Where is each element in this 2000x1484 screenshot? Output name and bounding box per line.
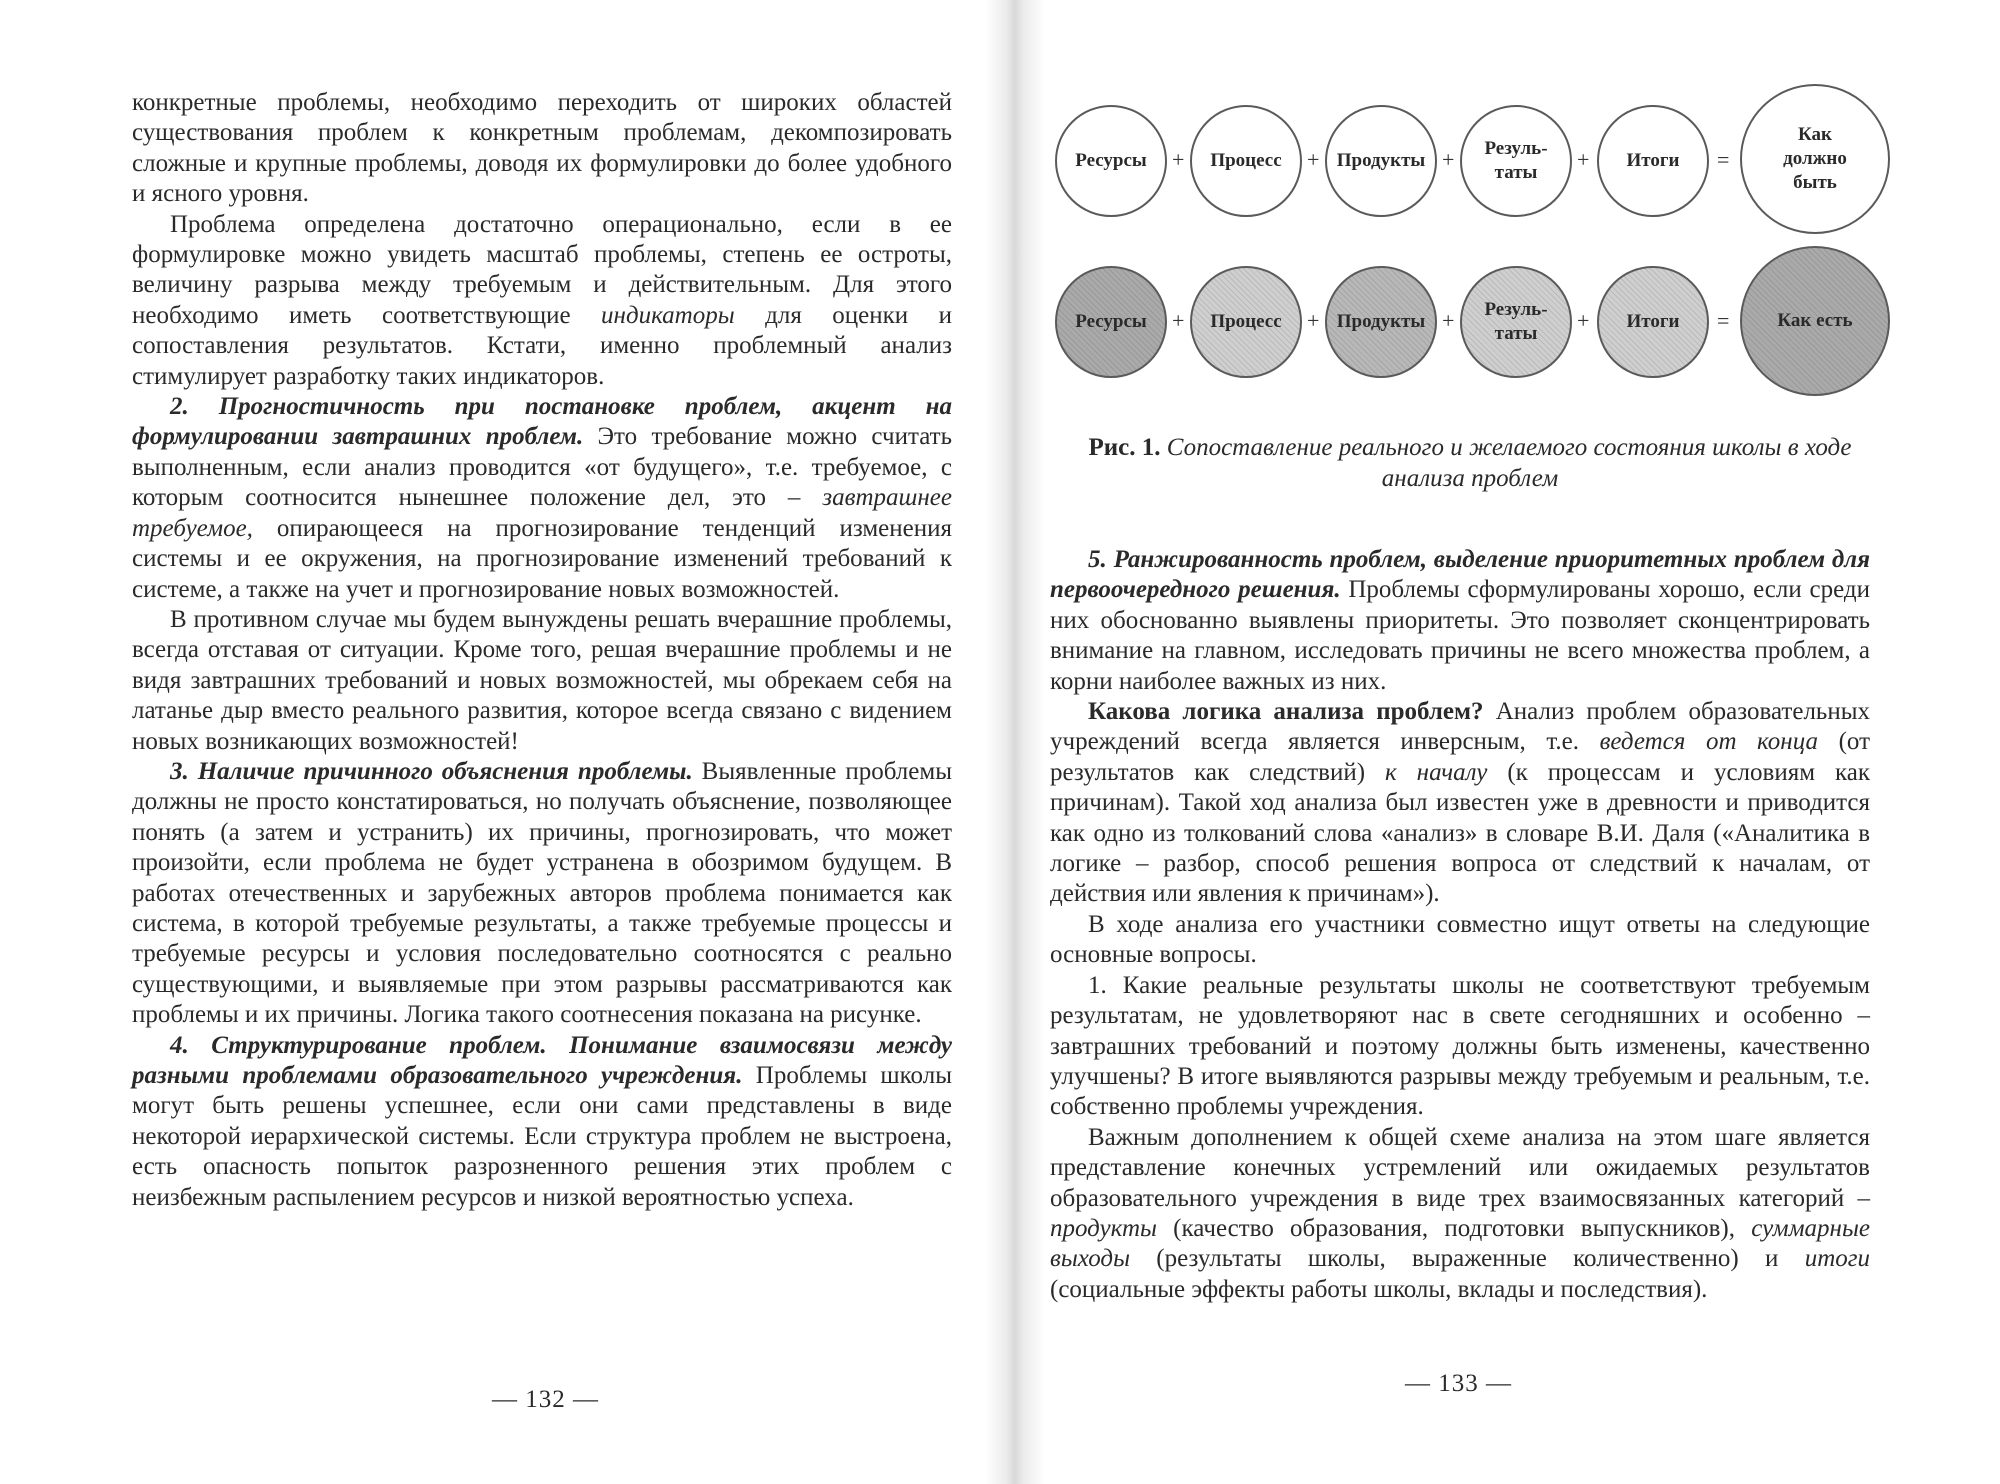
italic-term: итоги (1804, 1245, 1870, 1273)
circle-products-target (1325, 105, 1437, 217)
section-heading: 2. Прогностичность при постановке проблем, акцент на формулировании завтрашних проблем. (132, 393, 952, 451)
circle-label: Процесс (1210, 150, 1282, 171)
page-number: — 133 — (1405, 1370, 1512, 1397)
italic-term: ведется от конца (1599, 728, 1819, 756)
circle-label: Ресурсы (1075, 311, 1147, 332)
circle-label: Резуль- таты (1484, 299, 1548, 344)
paragraph-text: (к процессам и условиям как причинам). Такой ход анализа был известен уже в древности и приводится как одно из толкований слова «анализ» в словаре В.И. Даля («Аналитика в логике – разбор, способ решения вопроса от следствий к началам, от действия или явления к причинам»). (1050, 758, 1870, 908)
plus-operator: + (1172, 308, 1185, 333)
circle-label: Как есть (1777, 310, 1853, 331)
section-heading: Какова логика анализа проблем? (1088, 698, 1484, 726)
circle-as-is (1740, 246, 1890, 396)
paragraph (1050, 697, 1870, 910)
figure-caption (1055, 432, 1885, 494)
circle-results-actual (1460, 266, 1572, 378)
circle-label: Как должно быть (1783, 124, 1847, 193)
circle-outcomes-actual (1597, 266, 1709, 378)
circle-label: Резуль- таты (1484, 138, 1548, 183)
section-heading: 4. Структурирование проблем. Понимание взаимосвязи между разными проблемами образовательного учреждения. (132, 1031, 952, 1089)
paragraph-text: опирающееся на прогнозирование тенденций изменения системы и ее окружения, на прогнозирование изменений требований к системе, а также на учет и прогнозирование новых возможностей. (132, 514, 952, 603)
paragraph (1050, 971, 1870, 1123)
circle-label: Итоги (1626, 150, 1680, 171)
figure-diagram (1055, 80, 1885, 380)
italic-term: к началу (1385, 758, 1488, 786)
italic-term: индикаторы (601, 301, 735, 329)
paragraph (1050, 545, 1870, 697)
paragraph (132, 88, 952, 210)
plus-operator: + (1442, 308, 1455, 333)
plus-operator: + (1442, 147, 1455, 172)
paragraph-text: 1. Какие реальные результаты школы не соответствуют требуемым результатам, не удовлетворяют нас в свете сегодняшних и особенно – завтрашних требований и поэтому должны быть изменены, качественно улучшены? В итоге выявляются разрывы между требуемым и реальным, т.е. собственно проблемы учреждения. (1050, 971, 1870, 1121)
equals-operator: = (1717, 147, 1730, 172)
circle-label: Процесс (1210, 311, 1282, 332)
paragraph-text: конкретные проблемы, необходимо переходить от широких областей существования проблем к конкретным проблемам, декомпозировать сложные и крупные проблемы, доводя их формулировки до более удобного и ясного уровня. (132, 89, 952, 208)
section-heading: 5. Ранжированность проблем, выделение приоритетных проблем для первоочередного решения. (1050, 546, 1870, 604)
paragraph (132, 392, 952, 605)
circle-resources-target (1055, 105, 1167, 217)
paragraph-text: Выявленные проблемы должны не просто констатироваться, но получать объяснение, позволяющее понять (а затем и устранить) их причины, прогнозировать, что может произойти, если проблема не будет устранена в обозримом будущем. В работах отечественных и зарубежных авторов проблема понимается как система, в которой требуемые результаты, а также требуемые процессы и требуемые ресурсы и условия последовательно соотносятся с реально существующими, и выявляемые при этом разрывы рассматриваются как проблемы и их причины. Логика такого соотнесения показана на рисунке. (132, 757, 952, 1029)
italic-term: суммарные выходы (1050, 1214, 1870, 1273)
left-page-text (132, 88, 952, 1213)
paragraph-text: В противном случае мы будем вынуждены решать вчерашние проблемы, всегда отставая от ситуации. Кроме того, решая вчерашние проблемы и не видя завтрашних требований и новых возможностей, мы обрекаем себя на латанье дыр вместо реального развития, которое всегда связано с видением новых возникающих возможностей! (132, 605, 952, 755)
paragraph (132, 210, 952, 392)
plus-operator: + (1172, 147, 1185, 172)
right-page-text (1050, 545, 1870, 1305)
plus-operator: + (1577, 147, 1590, 172)
paragraph (132, 605, 952, 757)
circle-process-actual (1190, 266, 1302, 378)
paragraph (1050, 1123, 1870, 1305)
section-heading: 3. Наличие причинного объяснения проблемы. (170, 757, 693, 785)
left-page (0, 0, 990, 1484)
plus-operator: + (1307, 147, 1320, 172)
circle-label: Продукты (1336, 150, 1426, 171)
paragraph-text: В ходе анализа его участники совместно ищут ответы на следующие основные вопросы. (1050, 910, 1870, 969)
circle-results-target (1460, 105, 1572, 217)
equals-operator: = (1717, 308, 1730, 333)
circle-outcomes-target (1597, 105, 1709, 217)
circle-should-be (1740, 84, 1890, 234)
plus-operator: + (1577, 308, 1590, 333)
paragraph-text: Важным дополнением к общей схеме анализа на этом шаге является представление конечных устремлений или ожидаемых результатов образовательного учреждения в виде трех взаимосвязанных категорий – (1050, 1123, 1870, 1212)
paragraph-text: Анализ проблем образовательных учреждений всегда является инверсным, т.е. (1050, 698, 1871, 756)
paragraph-text: Это требование можно считать выполненным, если анализ проводится «от будущего», т.е. требуемое, с которым соотносится нынешнее положение дел, это – (132, 423, 952, 512)
circle-label: Итоги (1626, 311, 1680, 332)
paragraph (132, 757, 952, 1031)
paragraph-text: (результаты школы, выраженные количественно) и (1130, 1245, 1805, 1273)
circle-label: Ресурсы (1075, 150, 1147, 171)
circle-label: Продукты (1336, 311, 1426, 332)
paragraph-text: для оценки и сопоставления результатов. Кстати, именно проблемный анализ стимулирует разработку таких индикаторов. (132, 301, 952, 390)
italic-term: завтрашнее требуемое, (132, 484, 952, 542)
circle-products-actual (1325, 266, 1437, 378)
paragraph-text: (качество образования, подготовки выпускников), (1156, 1214, 1752, 1242)
figure-number: Рис. 1. (1088, 434, 1161, 461)
paragraph-text: Проблемы школы могут быть решены успешнее, если они сами представлены в виде некоторой иерархической системы. Если структура проблем не выстроена, есть опасность попыток разрозненного решения этих проблем с неизбежным распылением ресурсов и низкой вероятностью успеха. (132, 1062, 953, 1211)
figure-caption-text: Сопоставление реального и желаемого состояния школы в ходе анализа проблем (1166, 434, 1852, 492)
book-gutter (985, 0, 1045, 1484)
page-number: — 132 — (492, 1386, 599, 1413)
paragraph (132, 1031, 952, 1213)
plus-operator: + (1307, 308, 1320, 333)
paragraph-text: Проблемы сформулированы хорошо, если среди них обоснованно выявлены приоритеты. Это позволяет сконцентрировать внимание на главном, исследовать причины не всего множества проблем, а корни наиболее важных из них. (1050, 576, 1870, 695)
paragraph-text: Проблема определена достаточно операционально, если в ее формулировке можно увидеть масштаб проблемы, степень ее остроты, величину разрыва между требуемым и действительным. Для этого необходимо иметь соответствующие (132, 210, 952, 329)
circle-resources-actual (1055, 266, 1167, 378)
circle-process-target (1190, 105, 1302, 217)
paragraph-text: (социальные эффекты работы школы, вклады и последствия). (1050, 1275, 1708, 1303)
paragraph-text: (от результатов как следствий) (1050, 728, 1870, 786)
paragraph (1050, 910, 1870, 971)
italic-term: продукты (1050, 1214, 1157, 1242)
